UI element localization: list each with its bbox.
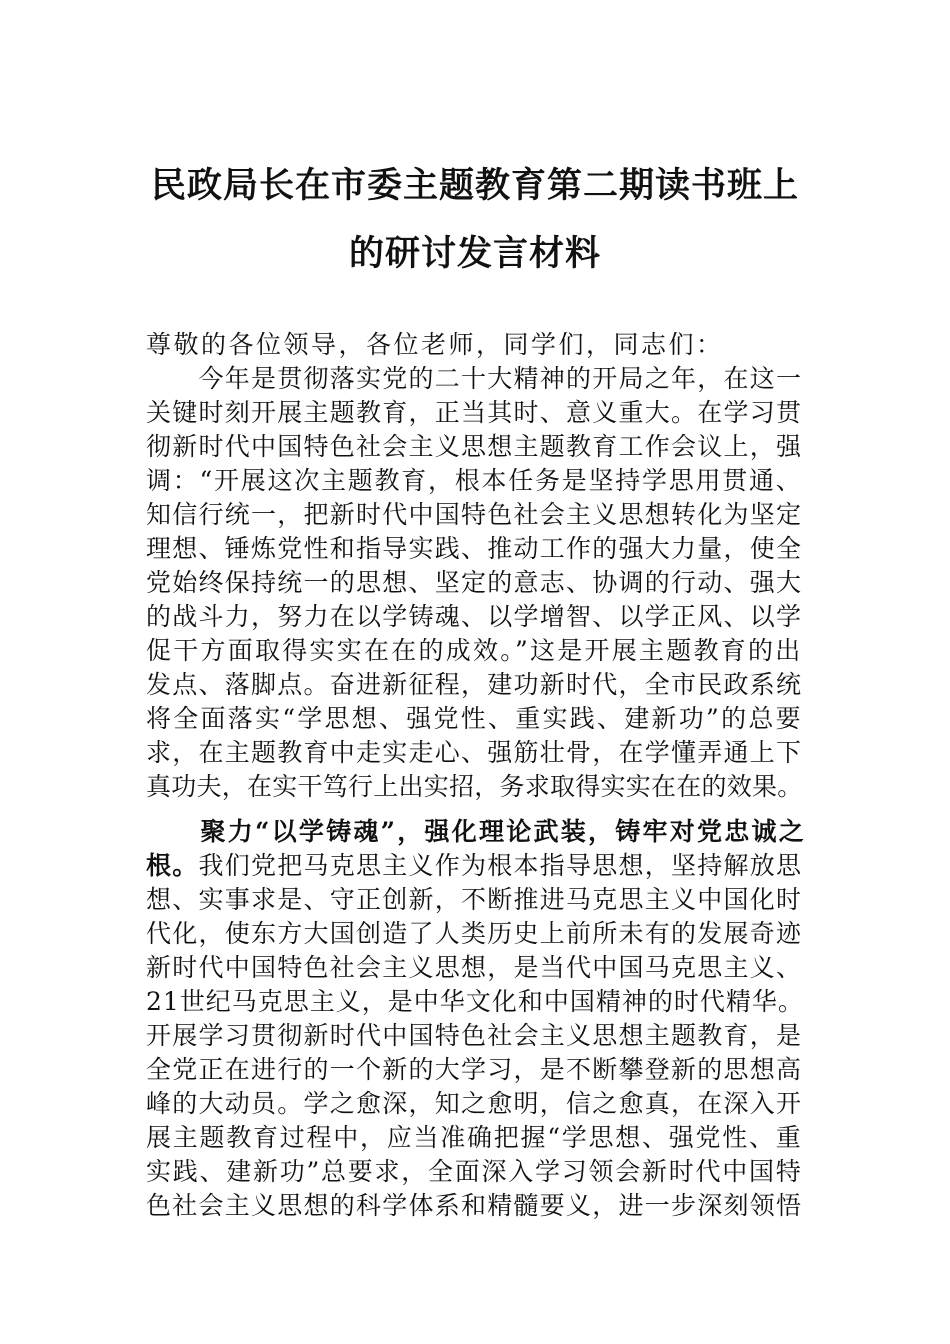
body-line: 促干方面取得实实在在的成效。”这是开展主题教育的出 bbox=[146, 636, 803, 665]
body-line: 展主题教育过程中，应当准确把握“学思想、强党性、重 bbox=[146, 1123, 803, 1152]
body-line: 党始终保持统一的思想、坚定的意志、协调的行动、强大 bbox=[146, 568, 803, 597]
body-text: 我们党把马克思主义作为根本指导思想，坚持解放思 bbox=[198, 851, 803, 880]
body-line: 新时代中国特色社会主义思想，是当代中国马克思主义、 bbox=[146, 953, 803, 982]
body-line: 今年是贯彻落实党的二十大精神的开局之年，在这一 bbox=[146, 364, 803, 393]
body-line: 将全面落实“学思想、强党性、重实践、建新功”的总要 bbox=[146, 704, 803, 733]
body-line: 21世纪马克思主义，是中华文化和中国精神的时代精华。 bbox=[146, 987, 804, 1016]
body-line: 色社会主义思想的科学体系和精髓要义，进一步深刻领悟 bbox=[146, 1191, 803, 1220]
body-line: 实践、建新功”总要求，全面深入学习领会新时代中国特 bbox=[146, 1157, 803, 1186]
body-line: 的战斗力，努力在以学铸魂、以学增智、以学正风、以学 bbox=[146, 602, 803, 631]
body-line: 全党正在进行的一个新的大学习，是不断攀登新的思想高 bbox=[146, 1055, 803, 1084]
section-heading: 聚力“以学铸魂”，强化理论武装，铸牢对党忠诚之 bbox=[146, 817, 807, 846]
section-heading-continuation-line bbox=[146, 848, 802, 884]
body-line: 求，在主题教育中走实走心、强筋壮骨，在学懂弄通上下 bbox=[146, 738, 803, 767]
body-line: 发点、落脚点。奋进新征程，建功新时代，全市民政系统 bbox=[146, 670, 803, 699]
body-line: 真功夫，在实干笃行上出实招，务求取得实实在在的效果。 bbox=[146, 772, 803, 801]
document-title-line-2: 的研讨发言材料 bbox=[348, 233, 601, 274]
body-line: 彻新时代中国特色社会主义思想主题教育工作会议上，强 bbox=[146, 432, 803, 461]
body-line: 调：“开展这次主题教育，根本任务是坚持学思用贯通、 bbox=[146, 466, 803, 495]
section-heading-end: 根。 bbox=[146, 851, 199, 880]
body-line: 代化，使东方大国创造了人类历史上前所未有的发展奇迹 bbox=[146, 919, 803, 948]
body-line: 峰的大动员。学之愈深，知之愈明，信之愈真，在深入开 bbox=[146, 1089, 803, 1118]
body-line: 知信行统一，把新时代中国特色社会主义思想转化为坚定 bbox=[146, 500, 803, 529]
body-line: 关键时刻开展主题教育，正当其时、意义重大。在学习贯 bbox=[146, 398, 803, 427]
body-line: 理想、锤炼党性和指导实践、推动工作的强大力量，使全 bbox=[146, 534, 803, 563]
body-line: 开展学习贯彻新时代中国特色社会主义思想主题教育，是 bbox=[146, 1021, 803, 1050]
salutation: 尊敬的各位领导，各位老师，同学们，同志们： bbox=[146, 330, 724, 359]
body-line: 想、实事求是、守正创新，不断推进马克思主义中国化时 bbox=[146, 885, 803, 914]
document-title-line-1: 民政局长在市委主题教育第二期读书班上 bbox=[150, 165, 799, 206]
section-heading-line bbox=[146, 814, 806, 850]
